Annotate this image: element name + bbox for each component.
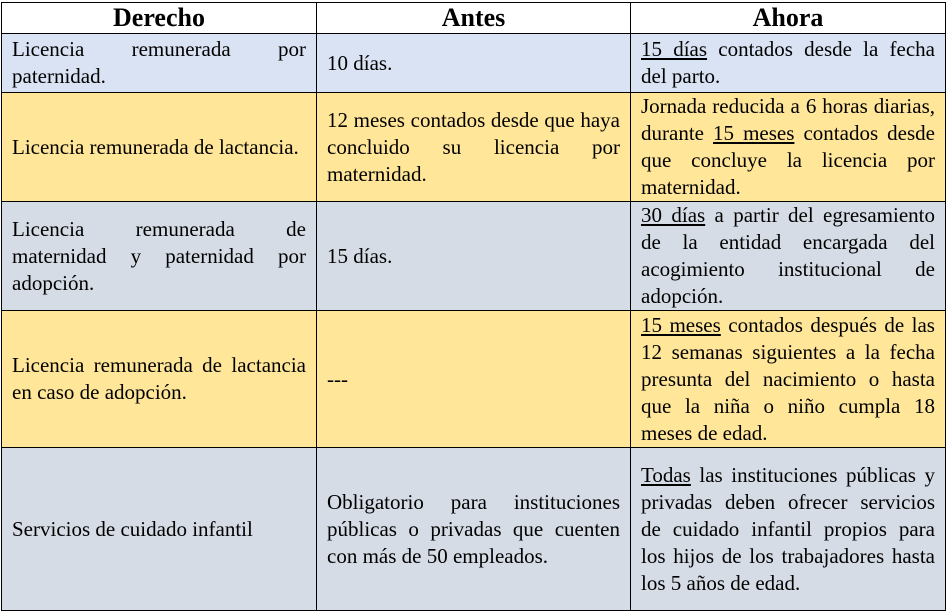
header-ahora: Ahora (631, 3, 946, 34)
derecho-text: Servicios de cuidado infantil (12, 516, 253, 541)
header-row (2, 3, 946, 34)
ahora-emphasis: 30 días (641, 203, 706, 227)
ahora-text: las instituciones públicas y privadas deben ofrecer servicios de cuidado infantil propios para los hijos de los trabajadores hasta los 5 años de edad. (641, 462, 935, 595)
table-row (2, 93, 946, 202)
derecho-cell (2, 34, 317, 93)
ahora-text: contados desde la fecha del parto. (641, 37, 935, 88)
table-row (2, 311, 946, 448)
ahora-cell (631, 311, 946, 448)
derecho-text: Licencia remunerada por paternidad. (12, 37, 306, 88)
ahora-cell (631, 93, 946, 202)
header-antes: Antes (317, 3, 631, 34)
derecho-text: Licencia remunerada de maternidad y paternidad por adopción. (12, 216, 306, 295)
antes-cell: Obligatorio para instituciones públicas o privadas que cuenten con más de 50 empleados. (317, 448, 631, 611)
ahora-emphasis: Todas (641, 462, 691, 487)
ahora-text-pre: Jornada reducida a 6 horas diarias, durante (641, 94, 935, 145)
ahora-emphasis: 15 meses (641, 312, 721, 337)
ahora-emphasis: 15 días (641, 37, 708, 61)
ahora-cell (631, 448, 946, 611)
antes-cell: 10 días. (317, 34, 631, 93)
table-row (2, 448, 946, 611)
ahora-text: contados desde que concluye la licencia por maternidad. (641, 121, 935, 199)
ahora-text: contados después de las 12 semanas siguientes a la fecha presunta del nacimiento o hasta que la niña o niño cumpla 18 meses de edad. (641, 312, 935, 445)
antes-cell: --- (317, 311, 631, 448)
derecho-cell (2, 311, 317, 448)
table-row (2, 202, 946, 311)
derecho-cell (2, 93, 317, 202)
derecho-text: Licencia remunerada de lactancia en caso de adopción. (12, 353, 306, 404)
derecho-cell (2, 448, 317, 611)
rights-comparison-table (1, 2, 946, 611)
ahora-cell (631, 202, 946, 311)
header-derecho: Derecho (2, 3, 317, 34)
antes-cell: 15 días. (317, 202, 631, 311)
derecho-text: Licencia remunerada de lactancia. (12, 134, 299, 159)
derecho-cell (2, 202, 317, 311)
table-row (2, 34, 946, 93)
ahora-cell (631, 34, 946, 93)
ahora-text: a partir del egresamiento de la entidad encargada del acogimiento institucional de adopción. (641, 203, 936, 308)
antes-cell: 12 meses contados desde que haya concluido su licencia por maternidad. (317, 93, 631, 202)
ahora-emphasis: 15 meses (713, 121, 795, 145)
